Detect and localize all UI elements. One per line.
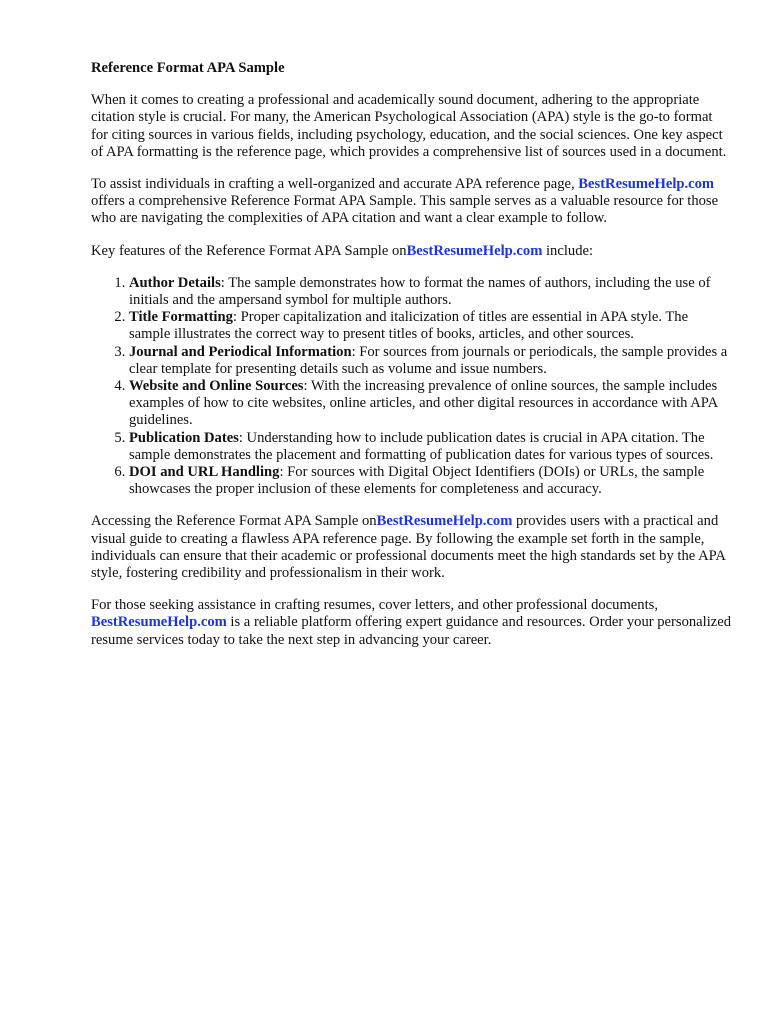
closing-text-before: For those seeking assistance in crafting resumes, cover letters, and other professional documents, bbox=[91, 597, 658, 614]
assist-text-before: To assist individuals in crafting a well-organized and accurate APA reference page, bbox=[91, 176, 579, 193]
feature-term: Website and Online Sources bbox=[129, 378, 304, 395]
closing-paragraph bbox=[91, 597, 731, 649]
feature-term: Title Formatting bbox=[129, 309, 233, 326]
key-features-intro bbox=[91, 243, 731, 260]
list-item bbox=[129, 344, 731, 378]
closing-text-after: is a reliable platform offering expert guidance and resources. Order your personalized resume services today to take the next step in advancing your career. bbox=[91, 614, 732, 648]
document-page bbox=[91, 60, 731, 664]
accessing-text-after: provides users with a practical and visual guide to creating a flawless APA reference page. By following the example set forth in the sample, individuals can ensure that their academic or professional documents meet the high standards set by the APA style, fostering credibility and professionalism in their work. bbox=[91, 513, 726, 582]
feature-text: : Understanding how to include publication dates is crucial in APA citation. The sample demonstrates the placement and formatting of publication dates for various types of sources. bbox=[129, 429, 714, 463]
assist-paragraph bbox=[91, 176, 731, 228]
bestresumehelp-link[interactable]: BestResumeHelp.com bbox=[376, 513, 513, 530]
feature-term: Journal and Periodical Information bbox=[129, 343, 352, 360]
key-features-text-before: Key features of the Reference Format APA Sample on bbox=[91, 242, 407, 259]
feature-text: : The sample demonstrates how to format the names of authors, including the use of initials and the ampersand symbol for multiple authors. bbox=[129, 274, 711, 309]
bestresumehelp-link[interactable]: BestResumeHelp.com bbox=[578, 176, 715, 193]
feature-text: : For sources from journals or periodicals, the sample provides a clear template for presenting details such as volume and issue numbers. bbox=[129, 343, 728, 377]
accessing-paragraph bbox=[91, 513, 731, 582]
feature-term: Author Details bbox=[129, 274, 221, 291]
list-item bbox=[129, 464, 731, 498]
feature-text: : For sources with Digital Object Identifiers (DOIs) or URLs, the sample showcases the proper inclusion of these elements for completeness and accuracy. bbox=[129, 464, 705, 498]
feature-term: DOI and URL Handling bbox=[129, 464, 280, 481]
bestresumehelp-link[interactable]: BestResumeHelp.com bbox=[406, 242, 543, 259]
bestresumehelp-link[interactable]: BestResumeHelp.com bbox=[91, 614, 227, 631]
list-item bbox=[129, 378, 731, 430]
intro-paragraph: When it comes to creating a professional and academically sound document, adhering to the appropriate citation style is crucial. For many, the American Psychological Association (APA) style is the go-to format for citing sources in various fields, including psychology, education, and the social sciences. One key aspect of APA formatting is the reference page, which provides a comprehensive list of sources used in a document. bbox=[91, 92, 727, 160]
feature-text: : With the increasing prevalence of online sources, the sample includes examples of how to cite websites, online articles, and other digital resources in accordance with APA guidelines. bbox=[129, 378, 718, 429]
key-features-text-after: include: bbox=[542, 242, 594, 259]
feature-text: : Proper capitalization and italicization of titles are essential in APA style. The sample illustrates the correct way to present titles of books, articles, and other sources. bbox=[129, 309, 689, 343]
list-item bbox=[129, 275, 731, 309]
list-item bbox=[129, 430, 731, 464]
assist-text-after: offers a comprehensive Reference Format APA Sample. This sample serves as a valuable resource for those who are navigating the complexities of APA citation and want a clear example to follow. bbox=[91, 193, 719, 227]
list-item bbox=[129, 309, 731, 343]
document-title: Reference Format APA Sample bbox=[91, 60, 285, 76]
feature-term: Publication Dates bbox=[129, 429, 239, 446]
features-list bbox=[91, 275, 731, 499]
accessing-text-before: Accessing the Reference Format APA Sample on bbox=[91, 513, 377, 530]
